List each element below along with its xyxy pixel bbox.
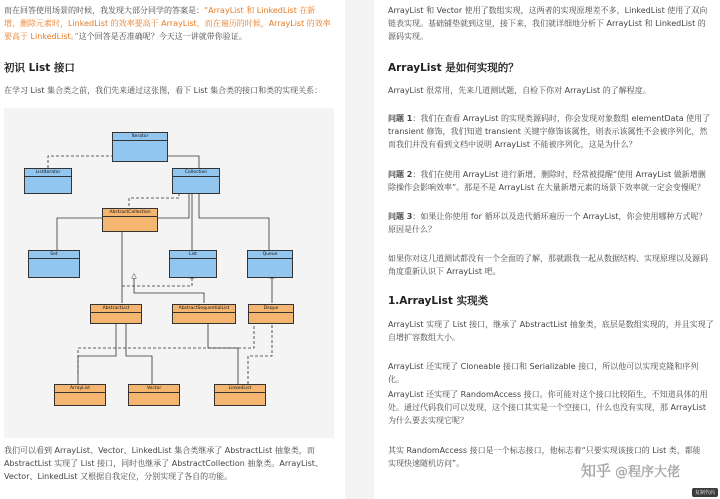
question-1 bbox=[388, 112, 714, 151]
right-line-1: ArrayList 和 Vector 使用了数组实现，这两者的实现原理差不多，LinkedList 使用了双向 bbox=[388, 6, 708, 15]
abstractlist-class: AbstractList bbox=[90, 304, 142, 324]
question-2-line-2: 除操作会影响效率”。那是不是 ArrayList 在大量新增元素的场景下效率就一定会变慢呢？ bbox=[388, 183, 705, 192]
right-line-3: 源码实现。 bbox=[388, 32, 428, 41]
deque-interface: Deque bbox=[248, 304, 294, 324]
intro-text: 而在回答使用场景的时候，我发现大部分同学的答案是： bbox=[4, 6, 204, 15]
test-line-2: 角度重新认识下 ArrayList 吧。 bbox=[388, 267, 501, 276]
impl-paragraph-1 bbox=[388, 318, 714, 344]
right-page bbox=[374, 0, 720, 499]
linkedlist-class: LinkedList bbox=[214, 384, 266, 406]
impl-3-line-3: 为什么要去实现它呢？ bbox=[388, 416, 468, 425]
impl-4-line-2: 实现快速随机访问”。 bbox=[388, 459, 465, 468]
impl-3-line-1: ArrayList 还实现了 RandomAccess 接口。你可能对这个接口比较陌生，不知道具体的用 bbox=[388, 390, 708, 399]
class-diagram bbox=[4, 108, 334, 438]
question-2 bbox=[388, 168, 714, 194]
listiterator-interface: ListIterator bbox=[24, 168, 72, 194]
arraylist-heading: ArrayList 是如何实现的？ bbox=[388, 62, 519, 74]
bottom-line-3: Vector、LinkedList 又根据自我定位，分别实现了各自的功能。 bbox=[4, 472, 233, 481]
question-1-line-1: ：我们在查看 ArrayList 的实现类源码时，你会发现对象数组 elementData 使用了 bbox=[412, 114, 711, 123]
intro-quote-1: “ArrayList 和 LinkedList 在新 bbox=[204, 6, 316, 15]
watermark bbox=[581, 460, 680, 481]
intro-paragraph-right bbox=[388, 4, 714, 43]
question-2-label: 问题 2 bbox=[388, 170, 413, 179]
arraylist-intro: ArrayList 很常用，先来几道测试题，自检下你对 ArrayList 的了解程度。 bbox=[388, 86, 651, 95]
question-1-label: 问题 1 bbox=[388, 114, 413, 123]
question-3-line-2: 原因是什么？ bbox=[388, 225, 436, 234]
impl-1-line-1: ArrayList 实现了 List 接口，继承了 AbstractList 抽象类，底层是数组实现的，并且实现了 bbox=[388, 320, 714, 329]
question-1-line-2: transient 修饰，我们知道 transient 关键字修饰该属性，则表示该属性不会被序列化，然 bbox=[388, 127, 708, 136]
intro-paragraph bbox=[4, 4, 342, 43]
section-heading: 初识 List 接口 bbox=[4, 62, 75, 74]
list-interface: List bbox=[169, 250, 217, 278]
vector-class: Vector bbox=[128, 384, 180, 406]
iterator-interface: Iterator bbox=[112, 132, 168, 162]
set-interface: Set bbox=[28, 250, 80, 278]
queue-interface: Queue bbox=[247, 250, 293, 278]
question-2-line-1: ：我们在使用 ArrayList 进行新增、删除时，经常被提醒“使用 ArrayList 做新增删 bbox=[412, 170, 706, 179]
question-3 bbox=[388, 210, 714, 236]
right-line-2: 链表实现。基础铺垫就到这里，接下来，我们就详细地分析下 ArrayList 和 LinkedList 的 bbox=[388, 19, 706, 28]
intro-text-2: 这个回答是否准确呢？今天这一讲就带你验证。 bbox=[78, 32, 247, 41]
watermark-logo: 知乎 bbox=[580, 462, 611, 480]
bottom-line-1: 我们可以看到 ArrayList、Vector、LinkedList 集合类继承了 AbstractList 抽象类，而 bbox=[4, 446, 315, 455]
intro-quote-3: 要高于 LinkedList。” bbox=[4, 32, 79, 41]
bottom-paragraph bbox=[4, 444, 342, 483]
left-page bbox=[0, 0, 345, 499]
abstractsequentiallist-class: AbstractSequentialList bbox=[172, 304, 236, 324]
impl-paragraph-2: ArrayList 还实现了 Cloneable 接口和 Serializable 接口，所以他可以实现克隆和序列化。 bbox=[388, 362, 699, 384]
question-1-line-3: 而我们并没有看到文档中说明 ArrayList 不能被序列化，这是为什么？ bbox=[388, 140, 637, 149]
test-line-1: 如果你对这几道测试都没有一个全面的了解，那就跟我一起从数据结构、实现原理以及源码 bbox=[388, 254, 708, 263]
question-3-line-1: ：如果让你使用 for 循环以及迭代循环遍历一个 ArrayList，你会使用哪种方式呢？ bbox=[412, 212, 707, 221]
arraylist-class: ArrayList bbox=[54, 384, 106, 406]
bottom-line-2: AbstractList 实现了 List 接口，同时也继承了 AbstractCollection 抽象类。ArrayList、 bbox=[4, 459, 323, 468]
watermark-author: @程序大佬 bbox=[614, 465, 680, 480]
implementation-heading: 1.ArrayList 实现类 bbox=[388, 295, 489, 307]
collection-interface: Collection bbox=[172, 168, 220, 194]
section-text: 在学习 List 集合类之前，我们先来通过这张图，看下 List 集合类的接口和类的实现关系： bbox=[4, 86, 323, 95]
impl-3-line-2: 处。通过代码我们可以发现，这个接口其实是一个空接口，什么也没有实现，那 ArrayList bbox=[388, 403, 707, 412]
test-paragraph bbox=[388, 252, 714, 278]
impl-paragraph-3 bbox=[388, 388, 714, 427]
question-3-label: 问题 3 bbox=[388, 212, 413, 221]
abstractcollection-class: AbstractCollection bbox=[102, 208, 158, 232]
copy-code-badge[interactable]: 复制代码 bbox=[692, 488, 718, 497]
impl-4-line-1: 其实 RandomAccess 接口是一个标志接口，他标志着“只要实现该接口的 List 类，都能 bbox=[388, 446, 701, 455]
impl-1-line-2: 自增扩容数组大小。 bbox=[388, 333, 460, 342]
intro-quote-2: 增、删除元素时，LinkedList 的效率要高于 ArrayList，而在遍历的时候，ArrayList 的效率 bbox=[4, 19, 331, 28]
page-gutter bbox=[345, 0, 374, 499]
